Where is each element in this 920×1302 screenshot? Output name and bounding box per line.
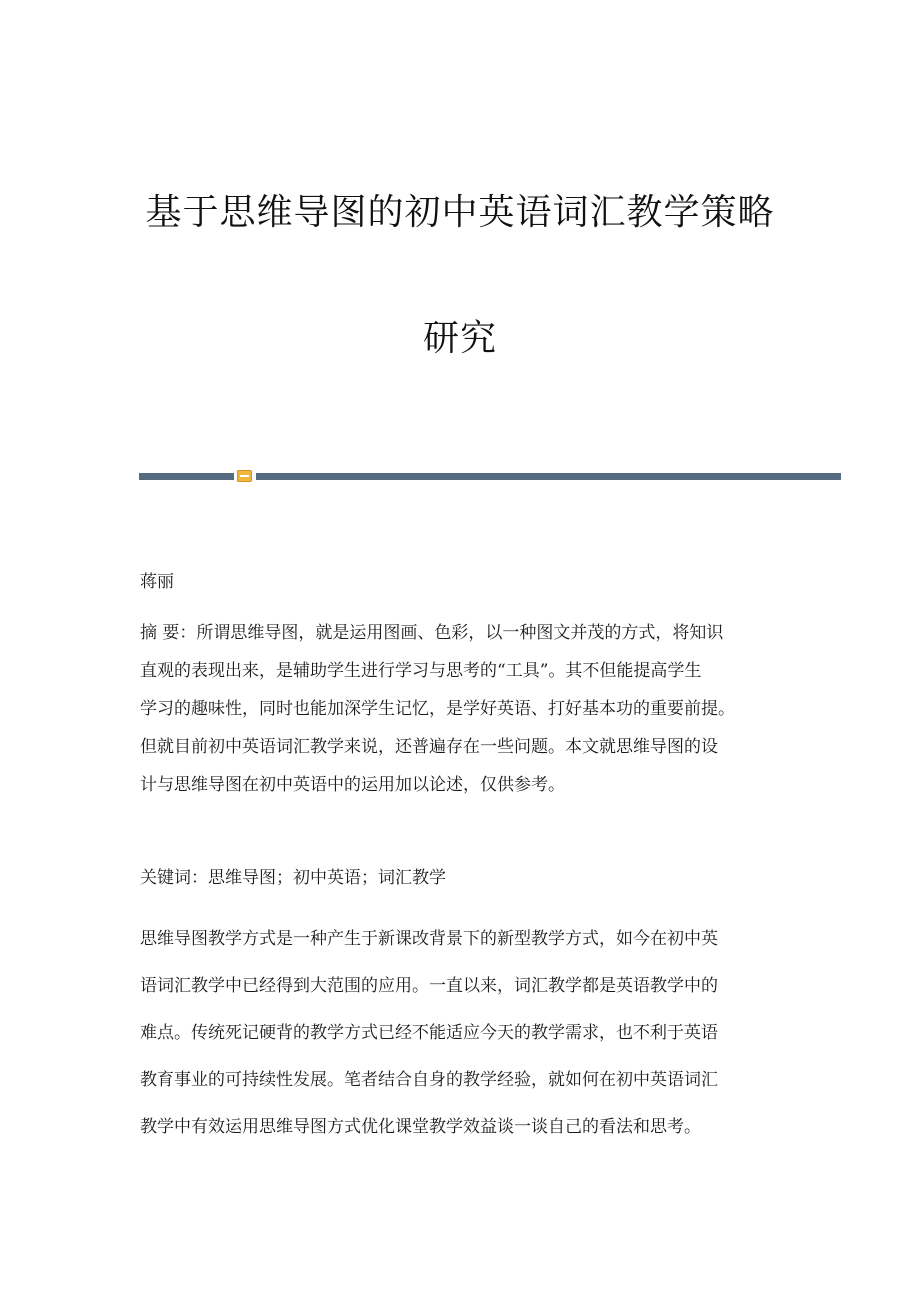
divider-bar-left xyxy=(139,473,234,480)
author-name: 蒋丽 xyxy=(140,572,174,592)
body-line: 教学中有效运用思维导图方式优化课堂教学效益谈一谈自己的看法和思考。 xyxy=(140,1117,701,1137)
abstract-line: 学习的趣味性，同时也能加深学生记忆，是学好英语、打好基本功的重要前提。 xyxy=(140,699,735,719)
divider-bar-right xyxy=(256,473,841,480)
document-title-line-1: 基于思维导图的初中英语词汇教学策略 xyxy=(145,192,775,233)
keywords-line: 关键词：思维导图；初中英语；词汇教学 xyxy=(140,868,446,888)
envelope-icon xyxy=(237,470,252,482)
body-line: 语词汇教学中已经得到大范围的应用。一直以来，词汇教学都是英语教学中的 xyxy=(140,976,718,996)
abstract-line: 计与思维导图在初中英语中的运用加以论述，仅供参考。 xyxy=(140,775,565,795)
abstract-line: 摘 要：所谓思维导图，就是运用图画、色彩，以一种图文并茂的方式，将知识 xyxy=(140,623,724,643)
abstract-line: 直观的表现出来，是辅助学生进行学习与思考的“工具”。其不但能提高学生 xyxy=(140,661,702,681)
abstract-line: 但就目前初中英语词汇教学来说，还普遍存在一些问题。本文就思维导图的设 xyxy=(140,737,718,757)
body-line: 思维导图教学方式是一种产生于新课改背景下的新型教学方式，如今在初中英 xyxy=(140,929,718,949)
body-paragraph xyxy=(140,916,790,1151)
document-title-line-2: 研究 xyxy=(422,318,497,359)
title-divider xyxy=(139,470,841,482)
abstract-paragraph xyxy=(140,614,790,804)
body-line: 教育事业的可持续性发展。笔者结合自身的教学经验，就如何在初中英语词汇 xyxy=(140,1070,718,1090)
body-line: 难点。传统死记硬背的教学方式已经不能适应今天的教学需求，也不利于英语 xyxy=(140,1023,718,1043)
